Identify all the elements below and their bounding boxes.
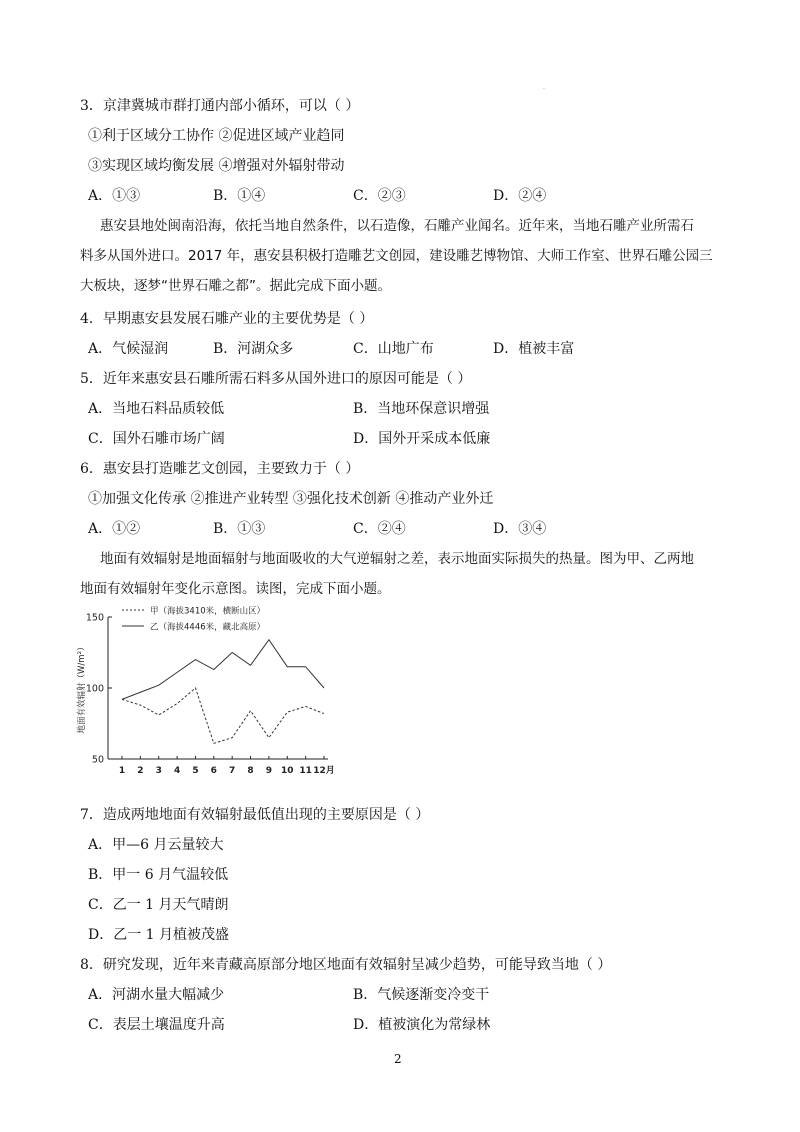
y-tick-label: 150 xyxy=(85,612,104,624)
q4-stem: 4．早期惠安县发展石雕产业的主要优势是（ ） xyxy=(80,311,374,327)
x-tick-label: 4 xyxy=(173,766,181,776)
q3-option-c: C．②③ xyxy=(353,188,406,204)
q3-option-b: B．①④ xyxy=(213,188,266,204)
q8-option-c: C．表层土壤温度升高 xyxy=(88,1017,225,1033)
q8-option-b: B．气候逐渐变冷变干 xyxy=(353,987,490,1003)
x-tick-label: 11 xyxy=(299,766,312,776)
passage1-line2: 料多从国外进口。2017 年，惠安县积极打造雕艺文创园，建设雕艺博物馆、大师工作室、世界石雕公园三 xyxy=(80,248,713,264)
passage1-line3: 大板块，逐梦“世界石雕之都”。据此完成下面小题。 xyxy=(80,278,391,294)
x-tick-label: 2 xyxy=(137,766,144,776)
q7-option-c: C．乙一 1 月天气晴朗 xyxy=(88,897,229,913)
q7-option-b: B．甲一 6 月气温较低 xyxy=(88,867,229,883)
q3-items-1: ①利于区域分工协作 ②促进区域产业趋同 xyxy=(88,128,345,144)
x-tick-label: 12月 xyxy=(313,766,335,776)
q6-option-d: D．③④ xyxy=(493,521,547,537)
y-tick-label: 50 xyxy=(91,754,104,766)
x-tick-label: 8 xyxy=(247,766,254,776)
q6-option-a: A．①② xyxy=(88,521,141,537)
passage2-line2: 地面有效辐射年变化示意图。读图，完成下面小题。 xyxy=(80,581,391,597)
y-tick-label: 100 xyxy=(85,683,104,695)
q8-stem: 8．研究发现，近年来青藏高原部分地区地面有效辐射呈减少趋势，可能导致当地（ ） xyxy=(80,957,612,973)
page-number: 2 xyxy=(394,1052,402,1066)
q7-option-d: D．乙一 1 月植被茂盛 xyxy=(88,927,230,943)
chart-axes xyxy=(108,617,328,759)
x-tick-label: 6 xyxy=(210,766,217,776)
q3-stem: 3．京津冀城市群打通内部小循环，可以（ ） xyxy=(80,98,360,114)
q3-option-d: D．②④ xyxy=(493,188,547,204)
q4-option-d: D．植被丰富 xyxy=(493,341,575,357)
q4-option-b: B．河湖众多 xyxy=(213,341,294,357)
chart-legend xyxy=(122,606,265,633)
q5-option-a: A．当地石料品质较低 xyxy=(88,401,225,417)
x-tick-label: 10 xyxy=(281,766,294,776)
q6-stem: 6．惠安县打造雕艺文创园，主要致力于（ ） xyxy=(80,461,360,477)
x-tick-label: 5 xyxy=(192,766,199,776)
q5-option-b: B．当地环保意识增强 xyxy=(353,401,490,417)
q7-stem: 7．造成两地地面有效辐射最低值出现的主要原因是（ ） xyxy=(80,807,430,823)
passage2-line1: 地面有效辐射是地面辐射与地面吸收的大气逆辐射之差，表示地面实际损失的热量。图为甲、乙两地 xyxy=(100,551,694,567)
q5-option-c: C．国外石雕市场广阔 xyxy=(88,431,225,447)
y-axis-label: 地面有效辐射（W/m²） xyxy=(77,642,87,734)
q3-option-a: A．①③ xyxy=(88,188,141,204)
legend-label: 甲（海拔3410米，横断山区） xyxy=(150,606,266,617)
q4-option-c: C．山地广布 xyxy=(353,341,434,357)
chart-series xyxy=(122,640,324,744)
legend-label: 乙（海拔4446米，藏北高原） xyxy=(150,622,266,633)
q5-stem: 5．近年来惠安县石雕所需石料多从国外进口的原因可能是（ ） xyxy=(80,371,472,387)
q4-option-a: A．气候湿润 xyxy=(88,341,169,357)
series-line-1 xyxy=(122,688,324,743)
series-line-2 xyxy=(122,640,324,700)
q8-option-d: D．植被演化为常绿林 xyxy=(353,1017,491,1033)
q6-items: ①加强文化传承 ②推进产业转型 ③强化技术创新 ④推动产业外迁 xyxy=(88,491,494,507)
chart-ticks xyxy=(86,613,335,777)
x-tick-label: 1 xyxy=(118,766,126,776)
x-tick-label: 9 xyxy=(265,766,273,776)
passage1-line1: 惠安县地处闽南沿海，依托当地自然条件，以石造像，石雕产业闻名。近年来，当地石雕产业所需石 xyxy=(100,218,694,234)
q5-option-d: D．国外开采成本低廉 xyxy=(353,431,491,447)
q6-option-c: C．②④ xyxy=(353,521,406,537)
q7-option-a: A．甲—6 月云量较大 xyxy=(88,837,224,853)
x-tick-label: 3 xyxy=(155,766,162,776)
radiation-line-chart xyxy=(70,602,350,782)
q6-option-b: B．①③ xyxy=(213,521,266,537)
stray-mark: . xyxy=(543,84,545,91)
x-tick-label: 7 xyxy=(229,766,236,776)
q8-option-a: A．河湖水量大幅减少 xyxy=(88,987,225,1003)
q3-items-2: ③实现区域均衡发展 ④增强对外辐射带动 xyxy=(88,158,345,174)
